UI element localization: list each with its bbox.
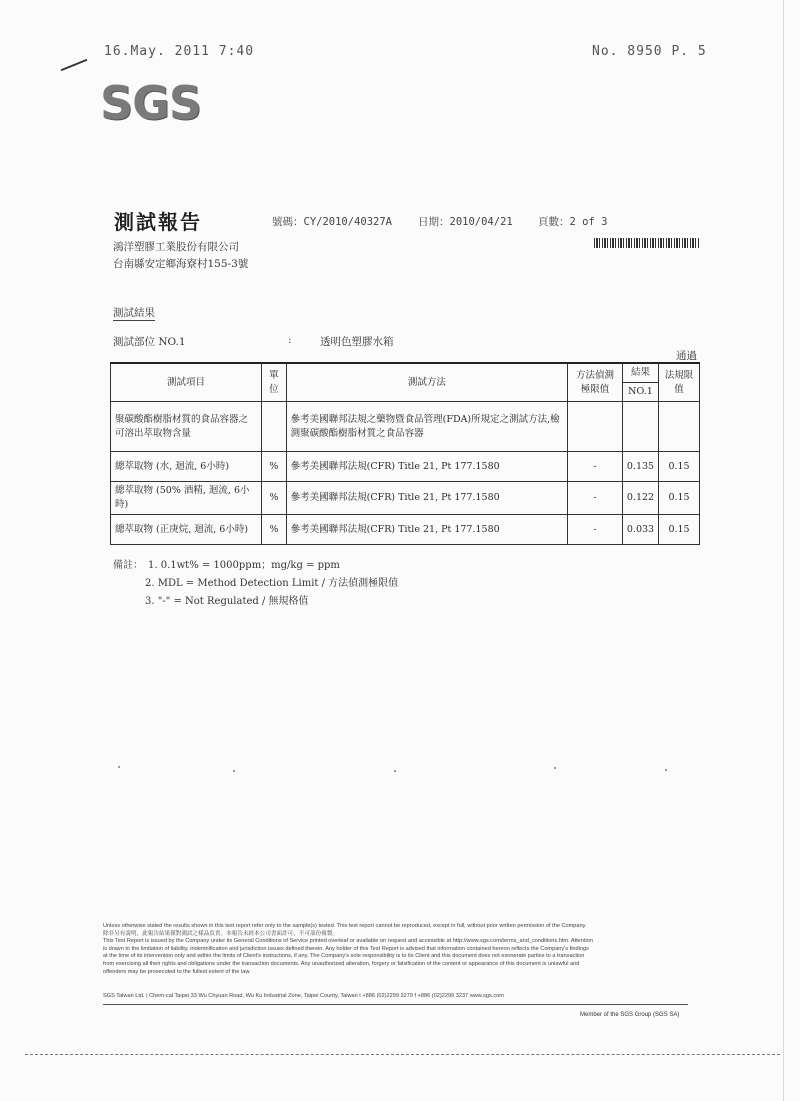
cell-result: 0.033 [622, 515, 658, 545]
speck [233, 770, 235, 772]
note-3: 3. "-" = Not Regulated / 無規格值 [145, 596, 309, 607]
cell-mdl: - [568, 515, 623, 545]
report-number: 號碼：CY/2010/40327A [272, 216, 393, 228]
speck [665, 769, 667, 771]
cell-unit: % [262, 515, 287, 545]
fax-datetime: 16.May. 2011 7:40 [104, 44, 255, 59]
header-limit: 法規限值 [659, 363, 700, 402]
cell-limit: 0.15 [659, 482, 700, 515]
sgs-logo: SGS [100, 76, 202, 130]
table-row [111, 452, 700, 482]
cell-item: 聚碳酸酯樹脂材質的食品容器之可溶出萃取物含量 [111, 402, 262, 452]
cell-mdl [568, 402, 623, 452]
cell-method: 參考美國聯邦法規(CFR) Title 21, Pt 177.1580 [286, 482, 567, 515]
cell-limit: 0.15 [659, 452, 700, 482]
report-page: 頁數：2 of 3 [538, 216, 608, 228]
cell-result: 0.135 [622, 452, 658, 482]
cell-limit: 0.15 [659, 515, 700, 545]
note-2: 2. MDL = Method Detection Limit / 方法偵測極限值 [145, 578, 399, 589]
footer-disclaimer [103, 923, 688, 976]
footer-line: is drawn to the limitation of liability, indemnification and jurisdiction issues defined therein. Any holder of this Test Report is advised that information contained hereon reflects the Company's findings [103, 945, 589, 952]
test-part-value: 透明色塑膠水箱 [320, 336, 394, 348]
table-row [111, 402, 700, 452]
header-item: 測試項目 [111, 363, 262, 402]
header-method: 測試方法 [286, 363, 567, 402]
cell-method: 參考美國聯邦法規之藥物暨食品管理(FDA)所規定之測試方法,檢測聚碳酸酯樹脂材質之食品容器 [286, 402, 567, 452]
cell-result [622, 402, 658, 452]
speck [554, 767, 556, 769]
page-tear-line [25, 1054, 780, 1055]
cell-item: 總萃取物 (水, 迴流, 6小時) [111, 452, 262, 482]
notes-label: 備註： [113, 560, 143, 571]
test-part-label: 測試部位 NO.1 [113, 336, 186, 348]
company-address: 台南縣安定鄉海寮村155-3號 [113, 258, 249, 270]
header-result: 結果 [622, 363, 658, 383]
note-1: 1. 0.1wt% = 1000ppm；mg/kg = ppm [148, 560, 340, 571]
cell-item: 總萃取物 (正庚烷, 迴流, 6小時) [111, 515, 262, 545]
page-edge [783, 0, 784, 1101]
company-name: 鴻洋塑膠工業股份有限公司 [113, 241, 239, 253]
footer-address: SGS Taiwan Ltd. | Chem-cal Taipei 33 Wu Chyuan Road, Wu Ku Industrial Zone, Taipei County, Taiwan t +886 (02)2299 3279 f +886 (02)2299 3237 www.sgs.com [103, 993, 504, 999]
footer-line: This Test Report is issued by the Company under its General Conditions of Service printed overleaf or available on request and accessible at http://www.sgs.com/terms_and_conditions.htm. Attention [103, 938, 593, 945]
table-header-row [111, 363, 700, 383]
footer-line: from exercising all their rights and obligations under the transaction documents. Any unauthorized alteration, forgery or falsification of the content or appearance of this document is unlawful and [103, 960, 580, 967]
footer-line: Unless otherwise stated the results shown in this test report refer only to the sample(s) tested. This test report cannot be reproduced, except in full, without prior written permission of the Company. [103, 923, 587, 929]
barcode [594, 238, 700, 248]
report-date: 日期：2010/04/21 [418, 216, 513, 228]
header-mdl: 方法偵測極限值 [568, 363, 623, 402]
report-title: 測試報告 [114, 210, 202, 234]
footer-line: offenders may be prosecuted to the fullest extent of the law. [103, 968, 251, 975]
pen-mark [61, 59, 88, 71]
speck [394, 770, 396, 772]
header-result-sub: NO.1 [622, 383, 658, 402]
cell-method: 參考美國聯邦法規(CFR) Title 21, Pt 177.1580 [286, 515, 567, 545]
footer-line: 除非另有說明，此報告結果僅對測試之樣品負責。本報告未經本公司書面許可，不可部份複製。 [103, 930, 338, 937]
sgs-member-note: Member of the SGS Group (SGS SA) [580, 1012, 680, 1018]
cell-result: 0.122 [622, 482, 658, 515]
cell-mdl: - [568, 452, 623, 482]
section-title: 測試結果 [113, 307, 155, 319]
results-table [110, 362, 700, 545]
footer-line: at the time of its intervention only and within the limits of Client's instructions, if any. The Company's sole responsibility is to its Client and this document does not exonerate parties to a transaction [103, 953, 585, 960]
speck [118, 766, 120, 768]
table-row [111, 515, 700, 545]
cell-item: 總萃取物 (50% 酒精, 迴流, 6小時) [111, 482, 262, 515]
cell-method: 參考美國聯邦法規(CFR) Title 21, Pt 177.1580 [286, 452, 567, 482]
pass-label: 通過 [676, 350, 697, 362]
cell-unit: % [262, 452, 287, 482]
cell-limit [659, 402, 700, 452]
fax-page-number: No. 8950 P. 5 [592, 44, 707, 59]
cell-unit: % [262, 482, 287, 515]
header-unit: 單位 [262, 363, 287, 402]
table-row [111, 482, 700, 515]
footer-divider [103, 1004, 688, 1005]
cell-mdl: - [568, 482, 623, 515]
test-part-colon: : [288, 334, 292, 346]
cell-unit [262, 402, 287, 452]
